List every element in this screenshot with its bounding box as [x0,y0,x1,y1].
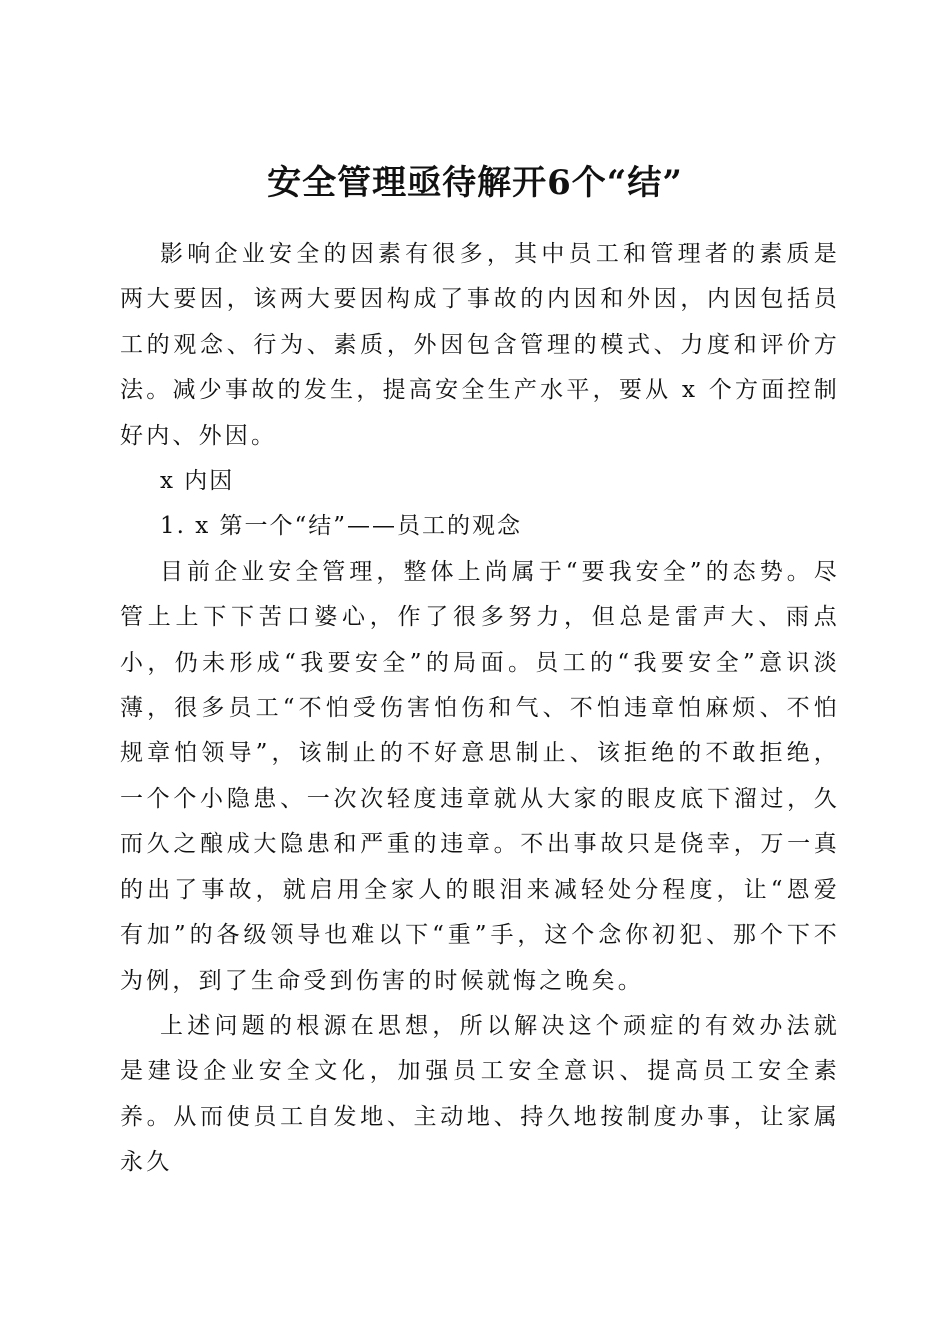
page-title: 安全管理亟待解开6个“结” [267,162,683,203]
intro-paragraph: 影响企业安全的因素有很多，其中员工和管理者的素质是两大要因，该两大要因构成了事故的内因和外因，内因包括员工的观念、行为、素质，外因包含管理的模式、力度和评价方法。减少事故的发生，提高安全生产水平，要从 x 个方面控制好内、外因。 [120,241,840,449]
subsection-heading: 1. x 第一个“结”——员工的观念 [160,513,523,540]
document-body [120,232,840,1186]
section-heading: x 内因 [160,468,235,495]
body-paragraph: 目前企业安全管理，整体上尚属于“要我安全”的态势。尽管上上下下苦口婆心，作了很多努力，但总是雷声大、雨点小，仍未形成“我要安全”的局面。员工的“我要安全”意识淡薄，很多员工“不怕受伤害怕伤和气、不怕违章怕麻烦、不怕规章怕领导”，该制止的不好意思制止、该拒绝的不敢拒绝，一个个小隐患、一次次轻度违章就从大家的眼皮底下溜过，久而久之酿成大隐患和严重的违章。不出事故只是侥幸，万一真的出了事故，就启用全家人的眼泪来减轻处分程度，让“恩爱有加”的各级领导也难以下“重”手，这个念你初犯、那个下不为例，到了生命受到伤害的时候就悔之晚矣。 [120,558,840,994]
body-paragraph: 上述问题的根源在思想，所以解决这个顽症的有效办法就是建设企业安全文化，加强员工安全意识、提高员工安全素养。从而使员工自发地、主动地、持久地按制度办事，让家属永久 [120,1012,840,1176]
